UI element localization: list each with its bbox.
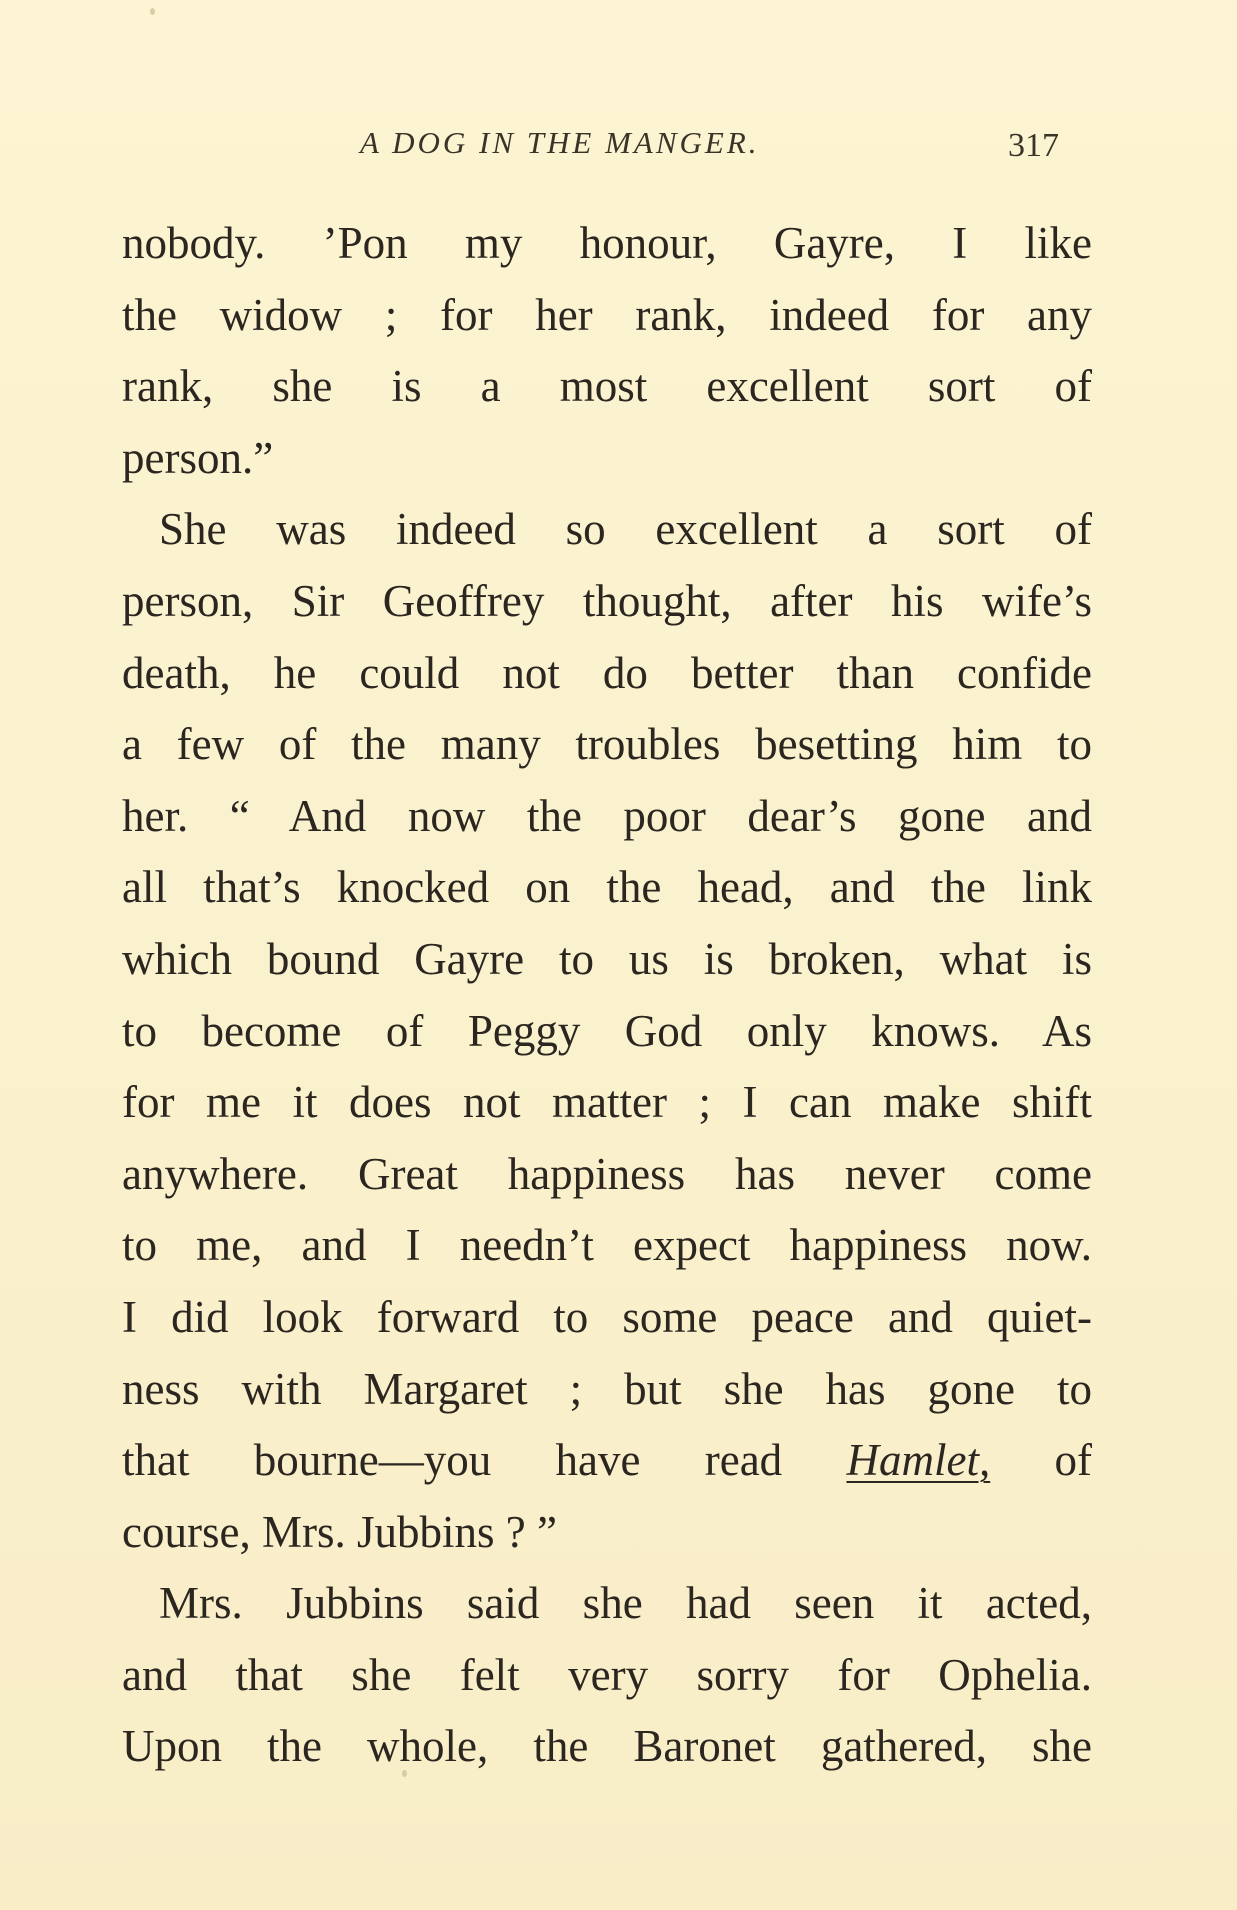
running-title: A DOG IN THE MANGER. <box>360 125 760 160</box>
text-line: to me, and I needn’t expect happiness now. <box>122 1220 1092 1271</box>
text-line: death, he could not do better than confide <box>122 647 1092 698</box>
text-line: to become of Peggy God only knows. As <box>122 1005 1092 1056</box>
text-line: which bound Gayre to us is broken, what is <box>122 933 1092 984</box>
italic-title-hamlet: Hamlet, <box>846 1435 991 1486</box>
text-line: all that’s knocked on the head, and the link <box>122 862 1092 913</box>
text-line: person.” <box>122 432 274 483</box>
page-number: 317 <box>1008 127 1059 164</box>
text-line: her. “ And now the poor dear’s gone and <box>122 790 1092 841</box>
text-line: the widow ; for her rank, indeed for any <box>122 289 1092 340</box>
text-line: and that she felt very sorry for Ophelia. <box>122 1649 1092 1700</box>
text-line: I did look forward to some peace and quiet- <box>122 1291 1092 1342</box>
text-line: person, Sir Geoffrey thought, after his wife’s <box>122 575 1092 626</box>
text-segment: of <box>1054 1435 1093 1486</box>
body-text <box>122 208 1092 1788</box>
text-line: Upon the whole, the Baronet gathered, she <box>122 1721 1092 1772</box>
paragraph-start-line: She was indeed so excellent a sort of <box>159 504 1092 555</box>
text-segment: that bourne—you have read <box>122 1435 783 1486</box>
text-line: ness with Margaret ; but she has gone to <box>122 1363 1092 1414</box>
text-line: a few of the many troubles besetting him to <box>122 719 1092 770</box>
text-line: for me it does not matter ; I can make shift <box>122 1077 1092 1128</box>
page-header <box>0 125 1237 165</box>
paragraph-start-line: Mrs. Jubbins said she had seen it acted, <box>159 1578 1092 1629</box>
text-line: anywhere. Great happiness has never come <box>122 1148 1092 1199</box>
text-line: rank, she is a most excellent sort of <box>122 361 1092 412</box>
text-line: nobody. ’Pon my honour, Gayre, I like <box>122 218 1092 268</box>
ink-speck <box>150 8 155 15</box>
text-line: course, Mrs. Jubbins ? ” <box>122 1506 557 1557</box>
text-line-with-italic <box>122 1425 1092 1497</box>
